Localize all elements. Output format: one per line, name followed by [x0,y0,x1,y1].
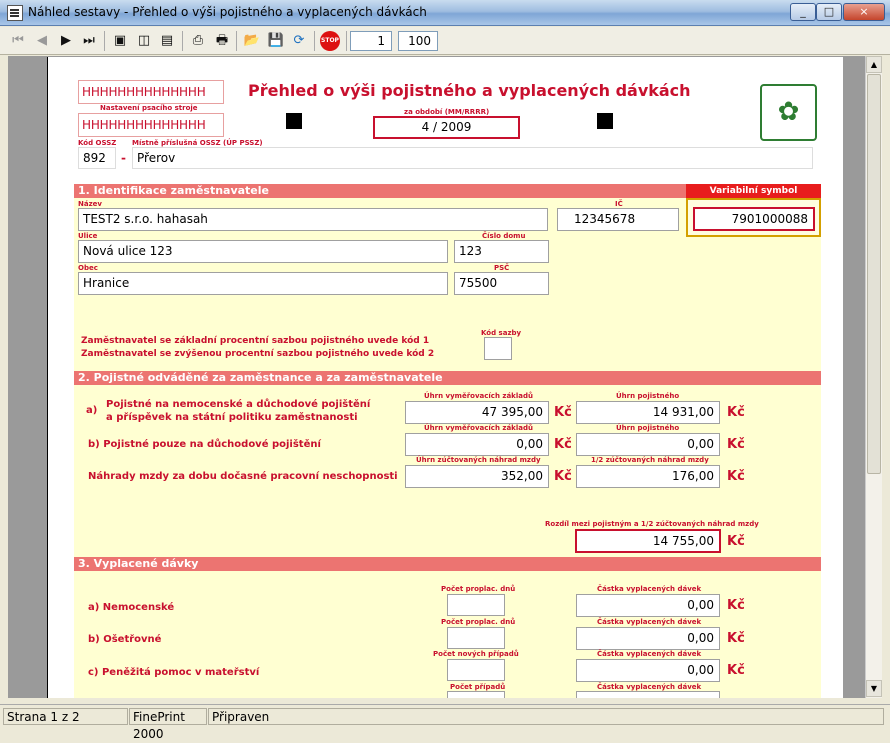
row-b-base-field: 0,00 [405,433,549,456]
stop-icon[interactable]: STOP [320,31,340,51]
toolbar-separator [182,31,183,51]
benefit-b-days-field [447,627,505,649]
cssz-code-field: 892 [78,147,116,169]
benefit-a-amount-field: 0,00 [576,594,720,617]
two-pages-icon[interactable]: ◫ [137,33,151,48]
previous-page-icon[interactable]: ◀ [37,33,47,48]
typewriter-label: Nastavení psacího stroje [100,104,198,112]
cssz-local-label: Místně příslušná OSSZ (ÚP PSSZ) [132,139,263,147]
variable-symbol-field: 7901000088 [693,207,815,231]
scroll-up-icon[interactable]: ▲ [866,56,882,73]
zoom-input[interactable]: 100 [398,31,438,51]
benefit-a-days-field [447,594,505,616]
toolbar-separator [236,31,237,51]
typewriter-test-bottom: HHHHHHHHHHHHHH [78,113,224,137]
status-state: Připraven [208,708,884,725]
benefit-c-label: c) Peněžitá pomoc v mateřství [88,667,260,678]
zip-label: PSČ [494,264,510,272]
section-1-header: 1. Identifikace zaměstnavatele [74,184,686,198]
benefit-b-amount-field: 0,00 [576,627,720,650]
toolbar [0,27,890,55]
days-label: Počet proplac. dnů [441,585,516,593]
scroll-thumb[interactable] [867,74,881,474]
currency-label: Kč [727,598,745,613]
status-bar [0,704,890,741]
single-page-icon[interactable]: ▣ [113,33,127,48]
row-b-label: b) Pojistné pouze na důchodové pojištění [88,439,321,450]
currency-label: Kč [727,469,745,484]
amount-label: Částka vyplacených dávek [597,618,702,626]
base-label: Úhrn vyměřovacích základů [424,424,533,432]
refresh-icon[interactable]: ⟳ [293,33,305,48]
difference-field: 14 755,00 [575,529,721,553]
row-a-base-field: 47 395,00 [405,401,549,424]
report-preview-icon [7,5,23,21]
benefit-b-label: b) Ošetřovné [88,634,162,645]
page-width-icon[interactable]: ▤ [160,33,174,48]
ic-field: 12345678 [557,208,679,231]
benefit-d-amount-field [576,691,720,698]
house-field: 123 [454,240,549,263]
variable-symbol-label: Variabilní symbol [686,184,821,198]
insurance-label: Úhrn pojistného [616,424,680,432]
compensation-sum-label: Úhrn zúčtovaných náhrad mzdy [416,456,541,464]
rate-code-label: Kód sazby [481,329,522,337]
toolbar-separator [346,31,347,51]
close-button[interactable]: × [843,3,885,21]
cssz-name-field: Přerov [132,147,813,169]
city-field: Hranice [78,272,448,295]
city-label: Obec [78,264,98,272]
benefit-a-label: a) Nemocenské [88,602,175,613]
difference-label: Rozdíl mezi pojistným a 1/2 zúčtovaných náhrad mzdy [545,520,759,528]
cssz-logo-icon: ✿ [760,84,817,141]
base-label: Úhrn vyměřovacích základů [424,392,533,400]
currency-label: Kč [727,631,745,646]
next-page-icon[interactable]: ▶ [61,33,71,48]
cssz-dash: - [121,151,126,165]
amount-label: Částka vyplacených dávek [597,650,702,658]
row-a-insurance-field: 14 931,00 [576,401,720,424]
half-compensation-label: 1/2 zúčtovaných náhrad mzdy [591,456,709,464]
row-b-insurance-field: 0,00 [576,433,720,456]
save-icon[interactable]: 💾 [267,33,285,48]
section-2-header: 2. Pojistné odváděné za zaměstnance a za zaměstnavatele [74,371,821,385]
status-page: Strana 1 z 2 [3,708,128,725]
row-a-marker: a) [86,405,98,416]
row-a-line-2: a příspěvek na státní politiku zaměstnanosti [106,412,358,423]
registration-mark [286,113,302,129]
rate-line-2: Zaměstnavatel se zvýšenou procentní sazbou pojistného uvede kód 2 [81,349,435,359]
last-page-icon[interactable]: ⏭ [83,33,95,48]
employer-name-field: TEST2 s.r.o. hahasah [78,208,548,231]
report-page [47,57,843,698]
title-bar [0,0,890,26]
period-label: za období (MM/RRRR) [404,108,490,116]
currency-label: Kč [554,437,572,452]
name-label: Název [78,200,102,208]
amount-label: Částka vyplacených dávek [597,585,702,593]
toolbar-separator [314,31,315,51]
currency-label: Kč [727,663,745,678]
print-icon[interactable]: 🖶 [215,33,229,48]
status-app: FinePrint 2000 [129,708,207,725]
currency-label: Kč [727,405,745,420]
street-field: Nová ulice 123 [78,240,448,263]
first-page-icon[interactable]: ⏮ [12,33,24,48]
half-compensation-field: 176,00 [576,465,720,488]
currency-label: Kč [727,534,745,549]
open-folder-icon[interactable]: 📂 [243,33,261,48]
benefit-c-amount-field: 0,00 [576,659,720,682]
section-3-header: 3. Vyplacené dávky [74,557,821,571]
house-label: Číslo domu [482,232,526,240]
scroll-down-icon[interactable]: ▼ [866,680,882,697]
compensation-field: 352,00 [405,465,549,488]
vertical-scrollbar[interactable] [865,56,882,698]
registration-mark [597,113,613,129]
print-setup-icon[interactable]: ⎙ [192,33,204,48]
window-title: Náhled sestavy - Přehled o výši pojistného a vyplacených dávkách [28,5,427,19]
zip-field: 75500 [454,272,549,295]
ic-label: IČ [615,200,623,208]
toolbar-separator [104,31,105,51]
minimize-button[interactable]: _ [790,3,816,21]
benefit-d-cases-field [447,691,505,698]
amount-label: Částka vyplacených dávek [597,683,702,691]
rate-line-1: Zaměstnavatel se základní procentní sazbou pojistného uvede kód 1 [81,336,430,346]
row-a-line-1: Pojistné na nemocenské a důchodové pojištění [106,399,371,410]
form-title: Přehled o výši pojistného a vyplacených dávkách [248,81,691,100]
new-cases-label: Počet nových případů [433,650,519,658]
currency-label: Kč [554,469,572,484]
currency-label: Kč [727,437,745,452]
currency-label: Kč [554,405,572,420]
page-number-input[interactable]: 1 [350,31,392,51]
cases-label: Počet případů [450,683,506,691]
street-label: Ulice [78,232,98,240]
benefit-c-cases-field [447,659,505,681]
compensation-label: Náhrady mzdy za dobu dočasné pracovní neschopnosti [88,471,398,482]
rate-code-field [484,337,512,360]
period-field: 4 / 2009 [373,116,520,139]
typewriter-test-top: HHHHHHHHHHHHHH [78,80,224,104]
days-label: Počet proplac. dnů [441,618,516,626]
maximize-button[interactable]: □ [816,3,842,21]
cssz-code-label: Kód OSSZ [78,139,117,147]
insurance-label: Úhrn pojistného [616,392,680,400]
